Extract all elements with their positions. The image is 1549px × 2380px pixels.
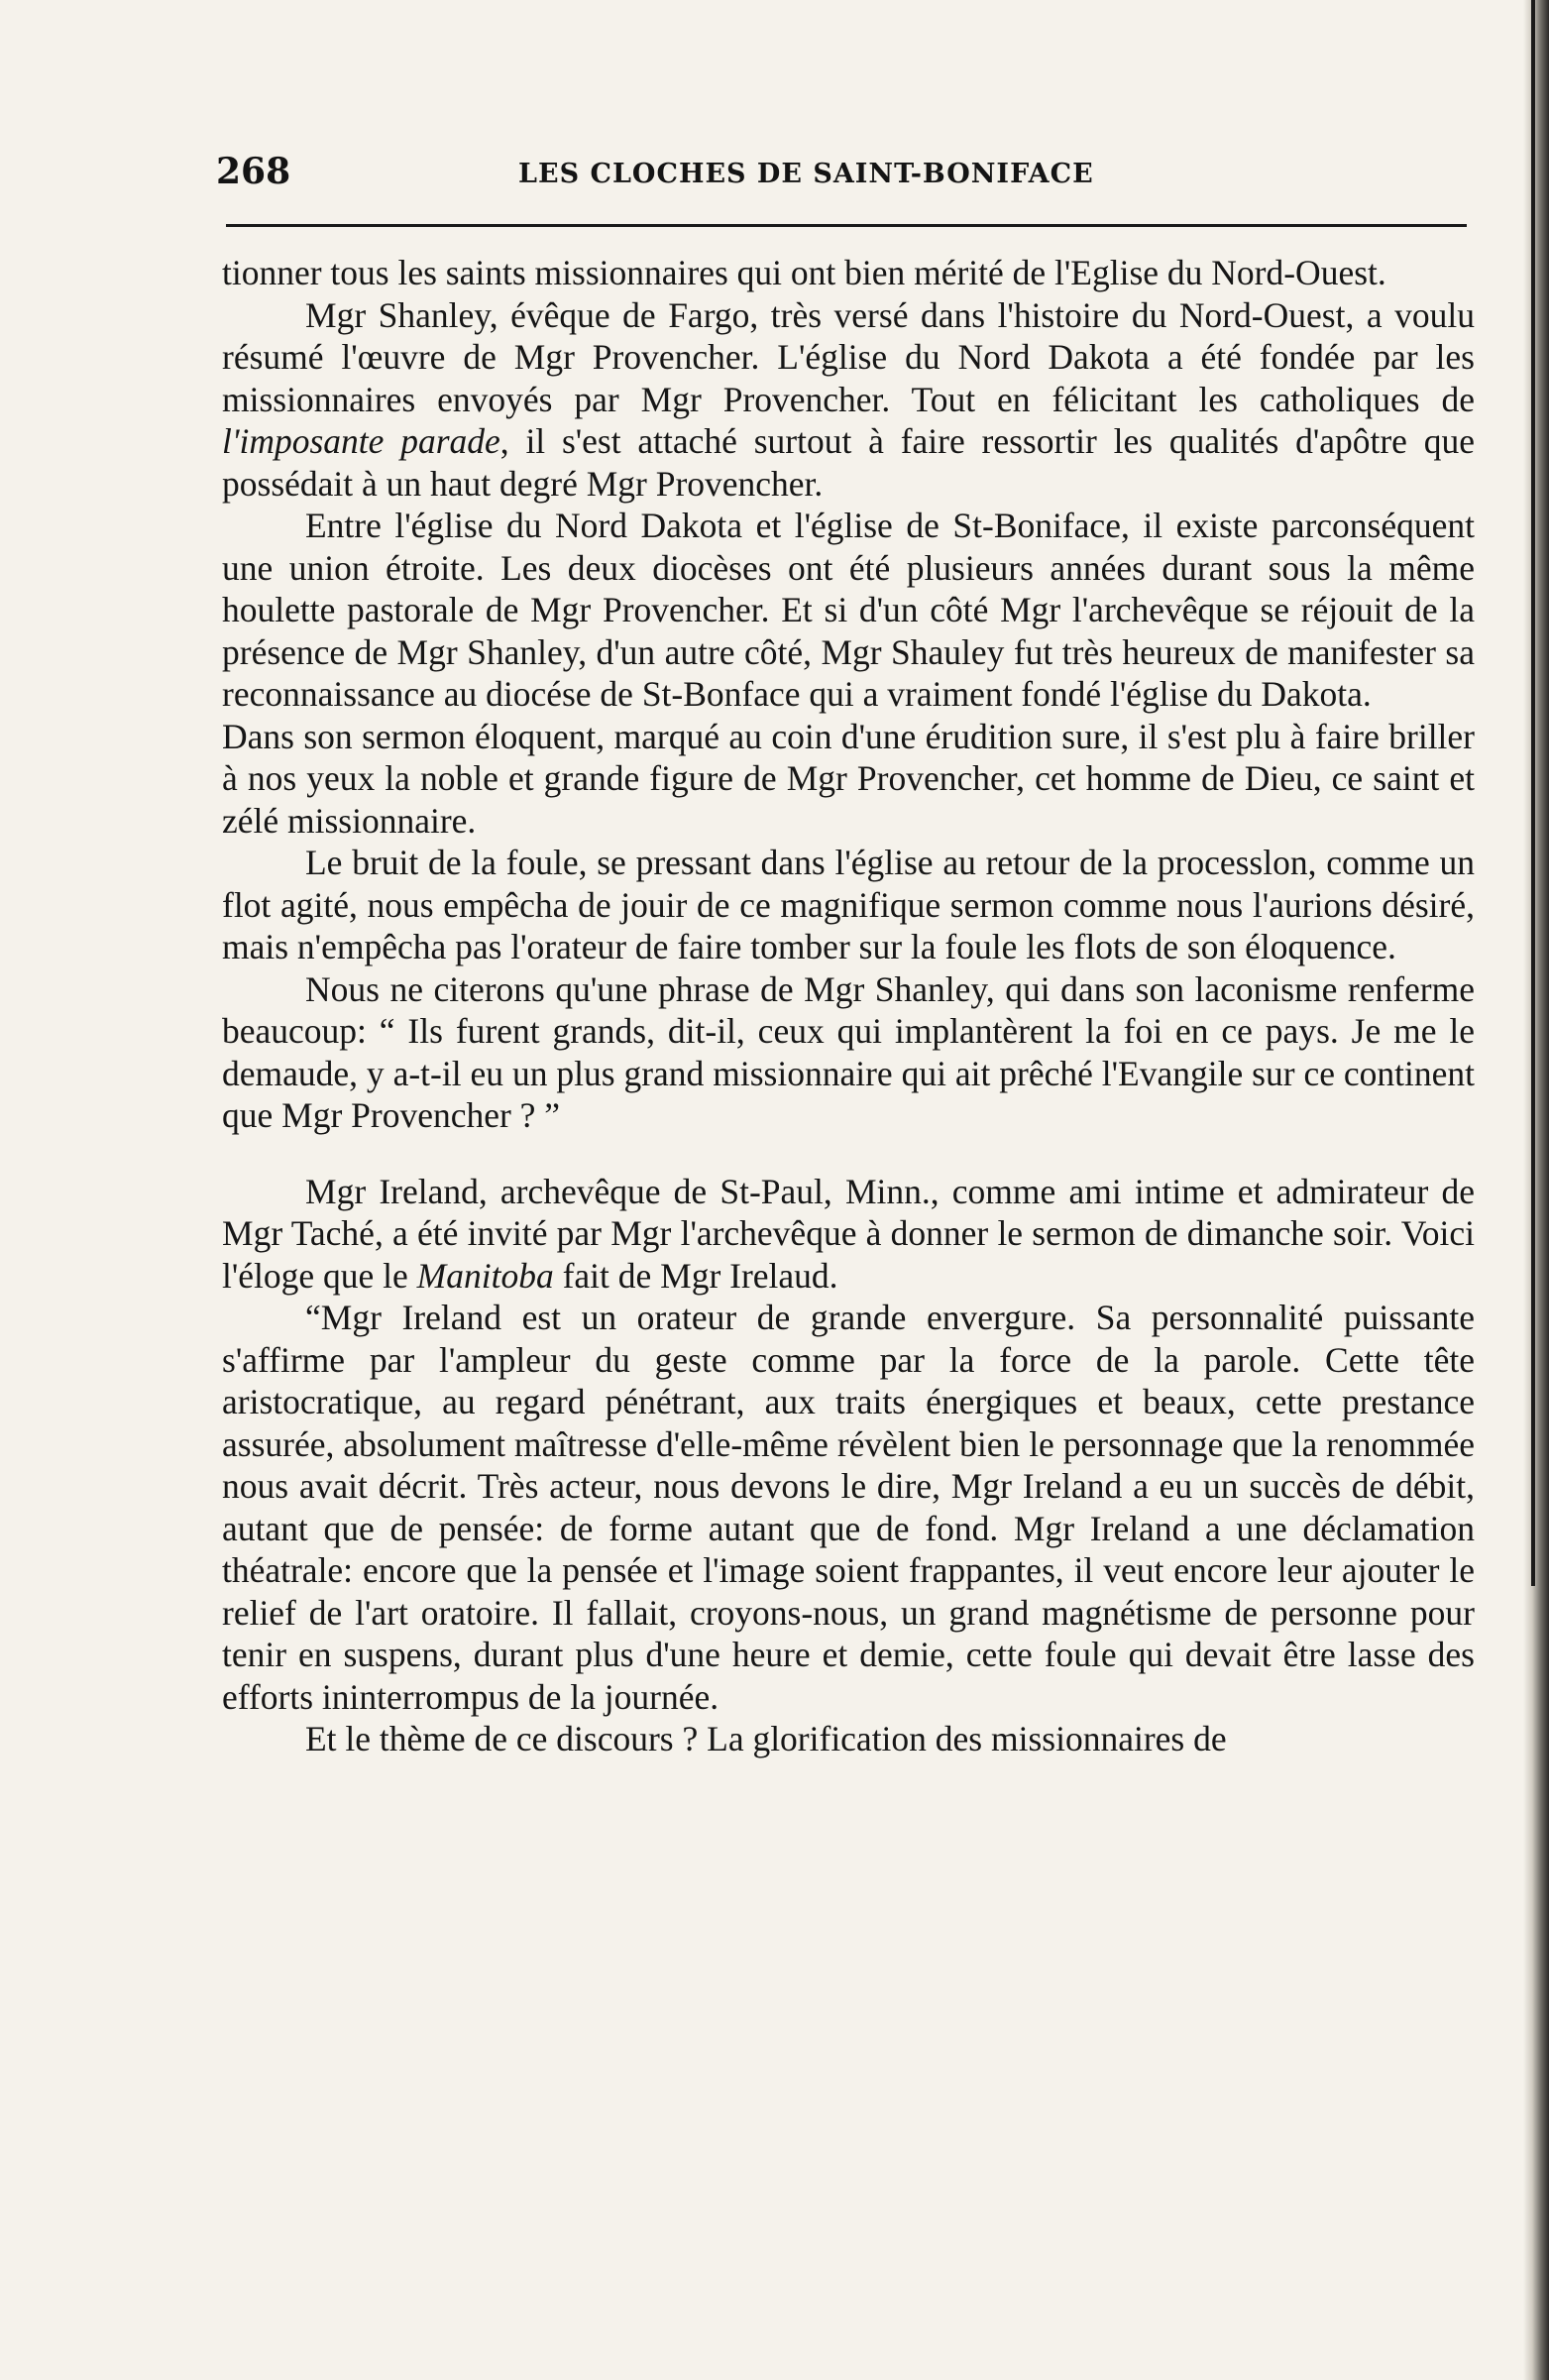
paragraph-8 <box>222 1297 1475 1718</box>
paragraph-4 <box>222 716 1475 843</box>
paragraph-text: tionner tous les saints missionnaires qui ont bien mérité de l'Eglise du Nord-Ouest. <box>222 253 1386 292</box>
page-edge-line <box>1531 0 1535 1586</box>
paragraph-text: , il s'est attaché surtout à faire ressortir les qualités d'apôtre que possédait à un haut degré Mgr Provencher. <box>222 421 1475 504</box>
paragraph-text: Dans son sermon éloquent, marqué au coin d'une érudition sure, il s'est plu à faire briller à nos yeux la noble et grande figure de Mgr Provencher, cet homme de Dieu, ce saint et zélé missionnaire. <box>222 716 1475 841</box>
paragraph-text: “Mgr Ireland est un orateur de grande envergure. Sa personnalité puissante s'affirme par l'ampleur du geste comme par la force de la parole. Cette tête aristocratique, au regard pénétrant, aux traits énergiques et beaux, cette prestance assurée, absolument maîtresse d'elle-même révèlent bien le personnage que la renommée nous avait décrit. Très acteur, nous devons le dire, Mgr Ireland a eu un succès de débit, autant que de pensée: de forme autant que de fond. Mgr Ireland a une déclamation théatrale: encore que la pensée et l'image soient frappantes, il veut encore leur ajouter le relief de l'art oratoire. Il fallait, croyons-nous, un grand magnétisme de personne pour tenir en suspens, durant plus d'une heure et demie, cette foule qui devait être lasse des efforts ininterrompus de la journée. <box>222 1298 1475 1717</box>
paragraph-text: Mgr Ireland, archevêque de St-Paul, Minn., comme ami intime et admirateur de Mgr Taché, a été invité par Mgr l'archevêque à donner le sermon de dimanche soir. Voici l'éloge que le <box>222 1171 1475 1296</box>
paragraph-text: Mgr Shanley, évêque de Fargo, très versé dans l'histoire du Nord-Ouest, a voulu résumé l'œuvre de Mgr Provencher. L'église du Nord Dakota a été fondée par les missionnaires envoyés par Mgr Provencher. Tout en félicitant les catholiques de <box>222 294 1475 419</box>
page-header <box>216 151 1475 200</box>
paragraph-2 <box>222 294 1475 506</box>
paragraph-9 <box>222 1718 1475 1760</box>
running-title: LES CLOCHES DE SAINT-BONIFACE <box>518 159 1094 189</box>
paragraph-text: Le bruit de la foule, se pressant dans l'église au retour de la processlon, comme un flot agité, nous empêcha de jouir de ce magnifique sermon comme nous l'aurions désiré, mais n'empêcha pas l'orateur de faire tomber sur la foule les flots de son éloquence. <box>222 843 1475 966</box>
paragraph-3 <box>222 505 1475 716</box>
page-number: 268 <box>216 151 291 192</box>
paragraph-text: fait de Mgr Irelaud. <box>553 1255 838 1296</box>
italic-newspaper-name: Manitoba <box>416 1255 554 1296</box>
paragraph-1 <box>222 252 1475 294</box>
paragraph-text: Et le thème de ce discours ? La glorification des missionnaires de <box>305 1719 1227 1758</box>
paragraph-text: Entre l'église du Nord Dakota et l'église de St-Boniface, il existe parconséquent une union étroite. Les deux diocèses ont été plusieurs années durant sous la même houlette pastorale de Mgr Provencher. Et si d'un côté Mgr l'archevêque se réjouit de la présence de Mgr Shanley, d'un autre côté, Mgr Shauley fut très heureux de manifester sa reconnaissance au diocése de St-Bonface qui a vraiment fondé l'église du Dakota. <box>222 506 1475 714</box>
header-rule <box>226 224 1467 227</box>
paragraph-5 <box>222 842 1475 968</box>
paragraph-text: Nous ne citerons qu'une phrase de Mgr Shanley, qui dans son laconisme renferme beaucoup: “ Ils furent grands, dit-il, ceux qui implantèrent la foi en ce pays. Je me le demaude, y a-t-il eu un plus grand missionnaire qui ait prêché l'Evangile sur ce continent que Mgr Provencher ? ” <box>222 968 1475 1135</box>
paragraph-7 <box>222 1171 1475 1298</box>
paragraph-6 <box>222 968 1475 1137</box>
italic-phrase: l'imposante parade <box>222 421 500 461</box>
body-text <box>222 252 1475 1760</box>
page-edge-shadow <box>1523 0 1549 2380</box>
